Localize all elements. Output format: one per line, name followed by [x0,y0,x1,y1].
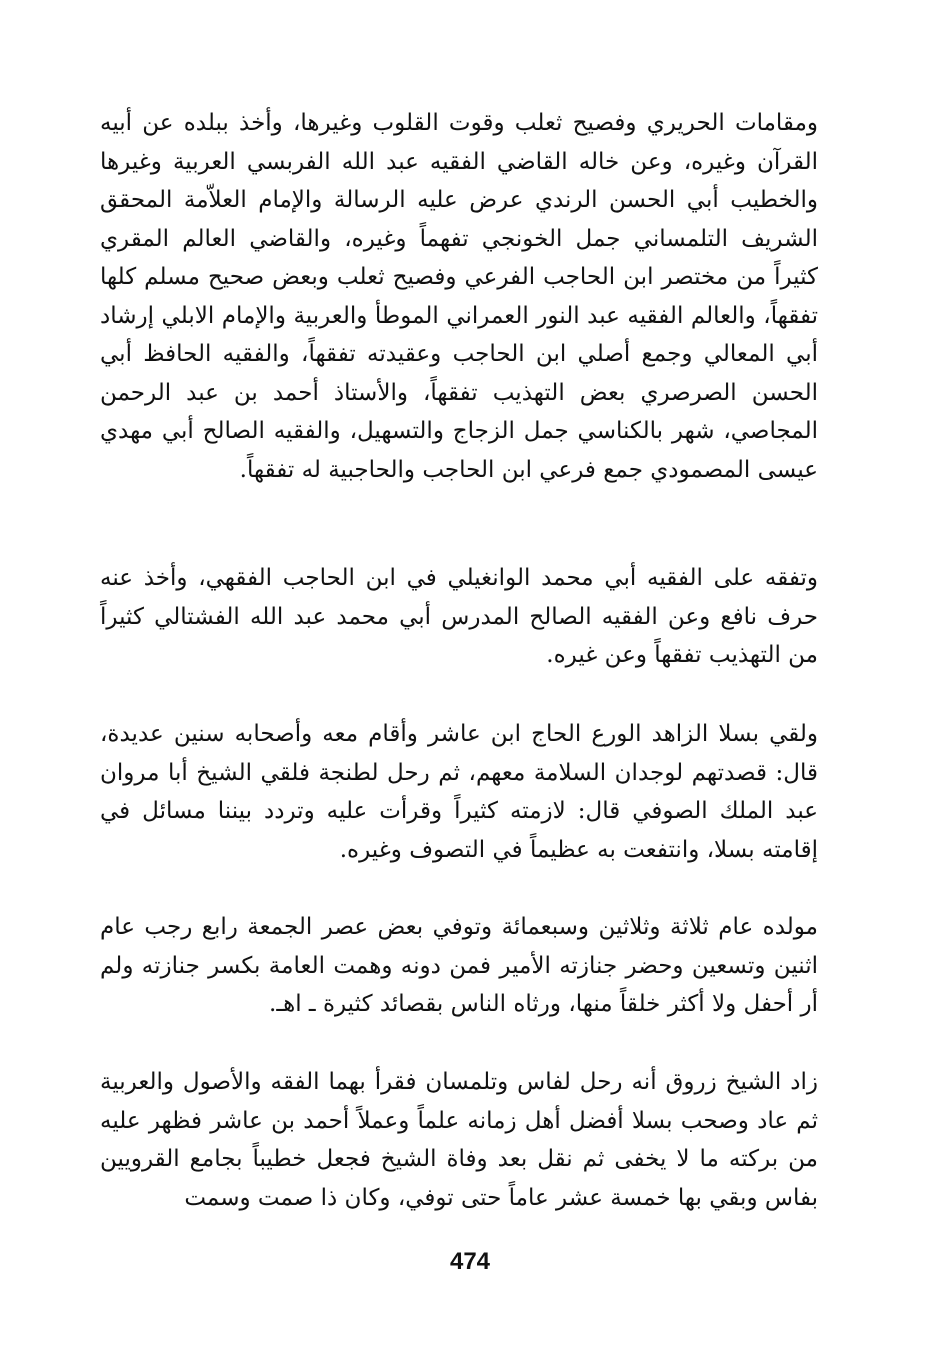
paragraph-2: وتفقه على الفقيه أبي محمد الوانغيلي في ابن الحاجب الفقهي، وأخذ عنه حرف نافع وعن الفقيه الصالح المدرس أبي محمد عبد الله الفشتالي كثيراً من التهذيب تفقهاً وعن غيره. [100,565,818,668]
paragraph-4: مولده عام ثلاثة وثلاثين وسبعمائة وتوفي بعض عصر الجمعة رابع رجب عام اثنين وتسعين وحضر جنازته الأمير فمن دونه وهمت العامة بكسر جنازته ولم أر أحفل ولا أكثر خلقاً منها، ورثاه الناس بقصائد كثيرة ـ اهـ. [100,914,818,1017]
paragraph-5: زاد الشيخ زروق أنه رحل لفاس وتلمسان فقرأ بهما الفقه والأصول والعربية ثم عاد وصحب بسلا أفضل أهل زمانه علماً وعملاً أحمد بن عاشر فظهر عليه من بركته ما لا يخفى ثم نقل بعد وفاة الشيخ فجعل خطيباً بجامع القرويين بفاس وبقي بها خمسة عشر عاماً حتى توفي، وكان ذا صمت وسمت [100,1069,818,1211]
paragraph-3: ولقي بسلا الزاهد الورع الحاج ابن عاشر وأقام معه وأصحابه سنين عديدة، قال: قصدتهم لوجدان السلامة معهم، ثم رحل لطنجة فلقي الشيخ أبا مروان عبد الملك الصوفي قال: لازمته كثيراً وقرأت عليه وتردد بيننا مسائل في إقامته بسلا، وانتفعت به عظيماً في التصوف وغيره. [100,721,818,863]
page-number: 474 [449,1248,491,1275]
paragraph-1: ومقامات الحريري وفصيح ثعلب وقوت القلوب وغيرها، وأخذ ببلده عن أبيه القرآن وغيره، وعن خاله القاضي الفقيه عبد الله الفربسي العربية وغيرها والخطيب أبي الحسن الرندي عرض عليه الرسالة والإمام العلاّمة المحقق الشريف التلمساني جمل الخونجي تفهماً وغيره، والقاضي العالم المقري كثيراً من مختصر ابن الحاجب الفرعي وفصيح ثعلب وبعض صحيح مسلم كلها تفقهاً، والعالم الفقيه عبد النور العمراني الموطأ والعربية والإمام الابلي إرشاد أبي المعالي وجمع أصلي ابن الحاجب وعقيدته تفقهاً، والفقيه الحافظ أبي الحسن الصرصري بعض التهذيب تفقهاً، والأستاذ أحمد بن عبد الرحمن المجاصي، شهر بالكناسي جمل الزجاج والتسهيل، والفقيه الصالح أبي مهدي عيسى المصمودي جمع فرعي ابن الحاجب والحاجبية له تفقهاً. [100,110,818,483]
